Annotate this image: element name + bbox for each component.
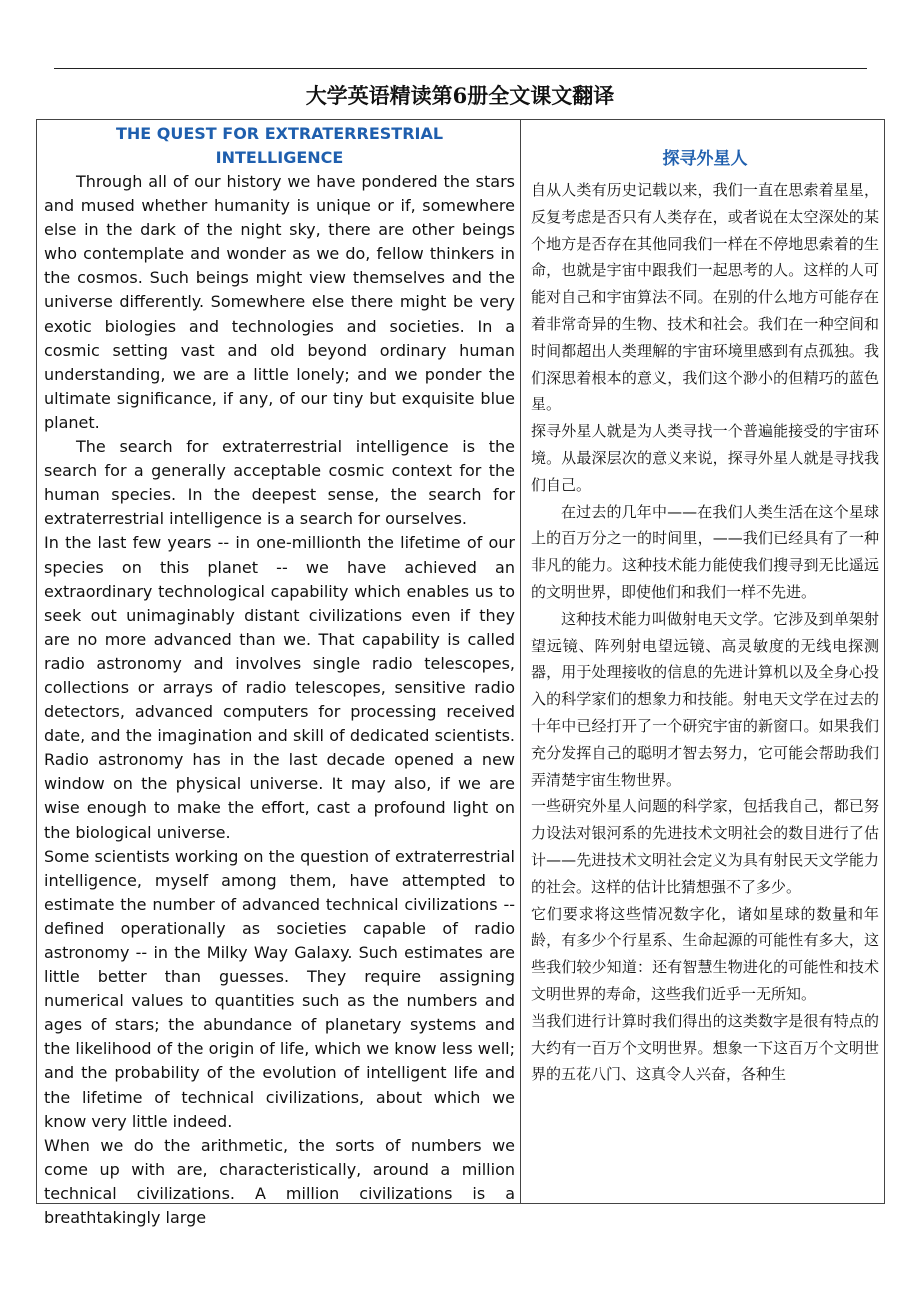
english-title: THE QUEST FOR EXTRATERRESTRIAL INTELLIGENCE [115, 124, 444, 167]
english-paragraph: When we do the arithmetic, the sorts of numbers we come up with are, characteristically, around a million technical civilizations. A million civilizations is a breathtakingly large [44, 1135, 515, 1228]
column-divider [520, 120, 521, 1203]
bilingual-table [36, 119, 885, 1228]
chinese-paragraph: 当我们进行计算时我们得出的这类数字是很有特点的大约有一百万个文明世界。想象一下这百万个文明世界的五花八门、这真令人兴奋，各种生 [531, 1011, 879, 1084]
chinese-paragraph: 这种技术能力叫做射电天文学。它涉及到单架射望远镜、阵列射电望远镜、高灵敏度的无线电探测器，用于处理接收的信息的先进计算机以及全身心投入的科学家们的想象力和技能。射电天文学在过去的十年中已经打开了一个研究宇宙的新窗口。如果我们充分发挥自己的聪明才智去努力，它可能会帮助我们弄清楚宇宙生物世界。 [531, 609, 879, 789]
chinese-paragraph: 一些研究外星人问题的科学家，包括我自己，都已努力设法对银河系的先进技术文明社会的数目进行了估计——先进技术文明社会定义为具有射民天文学能力的社会。这样的估计比猜想强不了多少。 [531, 797, 879, 896]
chinese-paragraph: 探寻外星人就是为人类寻找一个普遍能接受的宇宙环境。从最深层次的意义来说，探寻外星人就是寻找我们自己。 [531, 422, 879, 494]
english-paragraph: Some scientists working on the question of extraterrestrial intelligence, myself among them, have attempted to estimate the number of advanced technical civilizations -- defined operationally as societies capable of radio astronomy -- in the Milky Way Galaxy. Such estimates are little better than guesses. They require assigning numerical values to quantities such as the numbers and ages of stars; the abundance of planetary systems and the likelihood of the origin of life, which we know less well; and the probability of the evolution of intelligent life and the lifetime of technical civilizations, about which we know very little indeed. [44, 846, 515, 1131]
chinese-paragraph: 在过去的几年中——在我们人类生活在这个星球上的百万分之一的时间里，——我们已经具有了一种非凡的能力。这种技术能力能使我们搜寻到无比遥远的文明世界，即使他们和我们一样不先进。 [531, 502, 879, 601]
chinese-paragraph: 它们要求将这些情况数字化，诸如星球的数量和年龄，有多少个行星系、生命起源的可能性有多大，这些我们较少知道：还有智慧生物进化的可能性和技术文明世界的寿命，这些我们近乎一无所知。 [531, 904, 879, 1003]
chinese-paragraph: 自从人类有历史记载以来，我们一直在思索着星星，反复考虑是否只有人类存在，或者说在太空深处的某个地方是否存在其他同我们一样在不停地思索着的生命，也就是宇宙中跟我们一起思考的人。这样的人可能对自己和宇宙算法不同。在别的什么地方可能存在着非常奇异的生物、技术和社会。我们在一种空间和时间都超出人类理解的宇宙环境里感到有点孤独。我们深思着根本的意义，我们这个渺小的但精巧的蓝色星。 [531, 181, 879, 414]
english-paragraph: The search for extraterrestrial intelligence is the search for a generally acceptable cosmic context for the human species. In the deepest sense, the search for extraterrestrial intelligence is a search for ourselves. [44, 437, 515, 529]
english-paragraph: Through all of our history we have pondered the stars and mused whether humanity is unique or if, somewhere else in the dark of the night sky, there are other beings who contemplate and wonder as we do, fellow thinkers in the cosmos. Such beings might view themselves and the universe differently. Somewhere else there might be very exotic biologies and technologies and societies. In a cosmic setting vast and old beyond ordinary human understanding, we are a little lonely; and we ponder the ultimate significance, if any, of our tiny but exquisite blue planet. [44, 172, 515, 432]
english-paragraph: In the last few years -- in one-millionth the lifetime of our species on this planet -- we have achieved an extraordinary technological capability which enables us to seek out unimaginably distant civilizations even if they are no more advanced than we. That capability is called radio astronomy and involves single radio telescopes, collections or arrays of radio telescopes, sensitive radio detectors, advanced computers for processing received date, and the imagination and skill of dedicated scientists. Radio astronomy has in the last decade opened a new window on the physical universe. It may also, if we are wise enough to make the effort, cast a profound light on the biological universe. [44, 533, 515, 842]
chinese-title: 探寻外星人 [662, 149, 748, 169]
chinese-column [531, 144, 879, 1088]
header-rule [54, 68, 867, 69]
page-title: 大学英语精读第6册全文课文翻译 [305, 83, 615, 108]
english-column [44, 122, 515, 1230]
